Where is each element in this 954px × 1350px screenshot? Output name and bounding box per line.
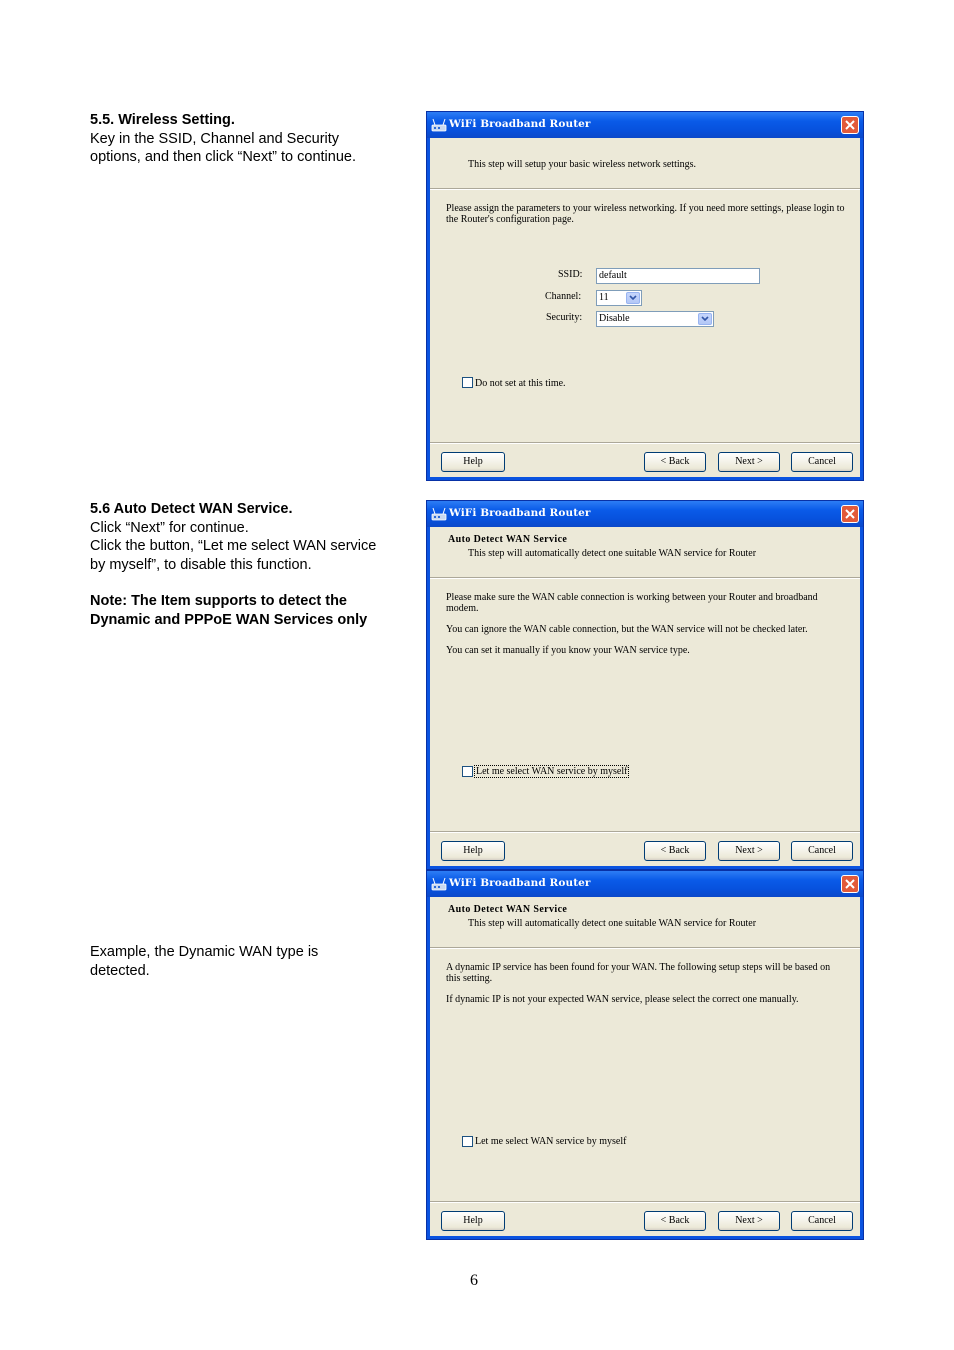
- back-button[interactable]: < Back: [644, 452, 706, 472]
- select-wan-manually-checkbox[interactable]: [462, 766, 473, 777]
- header-subtitle: This step will automatically detect one suitable WAN service for Router: [468, 918, 757, 929]
- body-text: You can set it manually if you know your WAN service type.: [446, 645, 690, 656]
- auto-detect-heading: 5.6 Auto Detect WAN Service.: [90, 501, 293, 517]
- auto-detect-line: by myself”, to disable this function.: [90, 556, 312, 573]
- title-bar: [427, 871, 863, 897]
- router-app-icon: [431, 876, 447, 892]
- dialog-client: [430, 138, 860, 477]
- security-select[interactable]: [596, 311, 714, 327]
- close-icon: [844, 508, 856, 520]
- select-wan-manually-checkbox[interactable]: [462, 1136, 473, 1147]
- back-button[interactable]: < Back: [644, 841, 706, 861]
- page-number: 6: [470, 1272, 478, 1289]
- body-text: A dynamic IP service has been found for your WAN. The following setup steps will be based on: [446, 962, 831, 973]
- example-line: detected.: [90, 962, 150, 979]
- auto-detect-dialog: [426, 500, 864, 870]
- security-label: Security:: [546, 312, 583, 323]
- channel-value: 11: [599, 292, 609, 303]
- help-button[interactable]: Help: [441, 1211, 505, 1231]
- dropdown-button[interactable]: [698, 313, 712, 325]
- do-not-set-checkbox[interactable]: [462, 377, 473, 388]
- dialog-client: [430, 527, 860, 866]
- dialog-client: [430, 897, 860, 1236]
- router-app-icon: [431, 117, 447, 133]
- header-subtitle: This step will automatically detect one suitable WAN service for Router: [468, 548, 757, 559]
- channel-label: Channel:: [545, 291, 582, 302]
- body-text: the Router's configuration page.: [446, 214, 574, 225]
- body-text: Please assign the parameters to your wireless networking. If you need more settings, please login to: [446, 203, 845, 214]
- next-button[interactable]: Next >: [718, 452, 780, 472]
- cancel-button[interactable]: Cancel: [791, 1211, 853, 1231]
- dialog-title: WiFi Broadband Router: [449, 507, 591, 519]
- auto-detect-line: Click “Next” for continue.: [90, 519, 249, 536]
- dialog-title: WiFi Broadband Router: [449, 118, 591, 130]
- help-button[interactable]: Help: [441, 841, 505, 861]
- title-bar: [427, 501, 863, 527]
- wireless-setting-line: options, and then click “Next” to continue.: [90, 149, 356, 165]
- security-value: Disable: [599, 313, 630, 324]
- dynamic-detected-dialog: [426, 870, 864, 1240]
- next-button[interactable]: Next >: [718, 1211, 780, 1231]
- title-bar: [427, 112, 863, 138]
- close-icon: [844, 878, 856, 890]
- body-text: You can ignore the WAN cable connection, but the WAN service will not be checked later.: [446, 624, 808, 635]
- wireless-setting-heading: 5.5. Wireless Setting.: [90, 112, 235, 128]
- header-text: This step will setup your basic wireless network settings.: [468, 159, 697, 170]
- cancel-button[interactable]: Cancel: [791, 841, 853, 861]
- channel-select[interactable]: [596, 290, 642, 306]
- ssid-input[interactable]: default: [596, 268, 760, 284]
- help-button[interactable]: Help: [441, 452, 505, 472]
- close-button[interactable]: [841, 505, 859, 523]
- close-icon: [844, 119, 856, 131]
- auto-detect-text: [90, 500, 412, 629]
- dialog-title: WiFi Broadband Router: [449, 877, 591, 889]
- body-text: If dynamic IP is not your expected WAN service, please select the correct one manually.: [446, 994, 799, 1005]
- dialog-header: [430, 527, 860, 577]
- router-app-icon: [431, 506, 447, 522]
- chevron-down-icon: [629, 295, 637, 301]
- cancel-button[interactable]: Cancel: [791, 452, 853, 472]
- close-button[interactable]: [841, 116, 859, 134]
- auto-detect-note: Dynamic and PPPoE WAN Services only: [90, 611, 368, 628]
- checkbox-label: Let me select WAN service by myself: [475, 1136, 627, 1147]
- body-text: this setting.: [446, 973, 493, 984]
- back-button[interactable]: < Back: [644, 1211, 706, 1231]
- dropdown-button[interactable]: [626, 292, 640, 304]
- wireless-settings-dialog: [426, 111, 864, 481]
- close-button[interactable]: [841, 875, 859, 893]
- example-line: Example, the Dynamic WAN type is: [90, 944, 319, 960]
- next-button[interactable]: Next >: [718, 841, 780, 861]
- wireless-setting-text: [90, 111, 412, 167]
- auto-detect-line: Click the button, “Let me select WAN service: [90, 538, 377, 554]
- auto-detect-note: Note: The Item supports to detect the: [90, 593, 347, 609]
- body-text: Please make sure the WAN cable connection is working between your Router and broadband: [446, 592, 818, 603]
- body-text: modem.: [446, 603, 479, 614]
- example-text: [90, 943, 412, 980]
- checkbox-label: Do not set at this time.: [475, 378, 566, 389]
- dialog-header: [430, 897, 860, 947]
- checkbox-label: Let me select WAN service by myself: [476, 766, 628, 777]
- wireless-setting-line: Key in the SSID, Channel and Security: [90, 130, 340, 147]
- header-title: Auto Detect WAN Service: [448, 534, 568, 545]
- dialog-header: [430, 138, 860, 188]
- header-title: Auto Detect WAN Service: [448, 904, 568, 915]
- ssid-label: SSID:: [558, 269, 583, 280]
- chevron-down-icon: [701, 316, 709, 322]
